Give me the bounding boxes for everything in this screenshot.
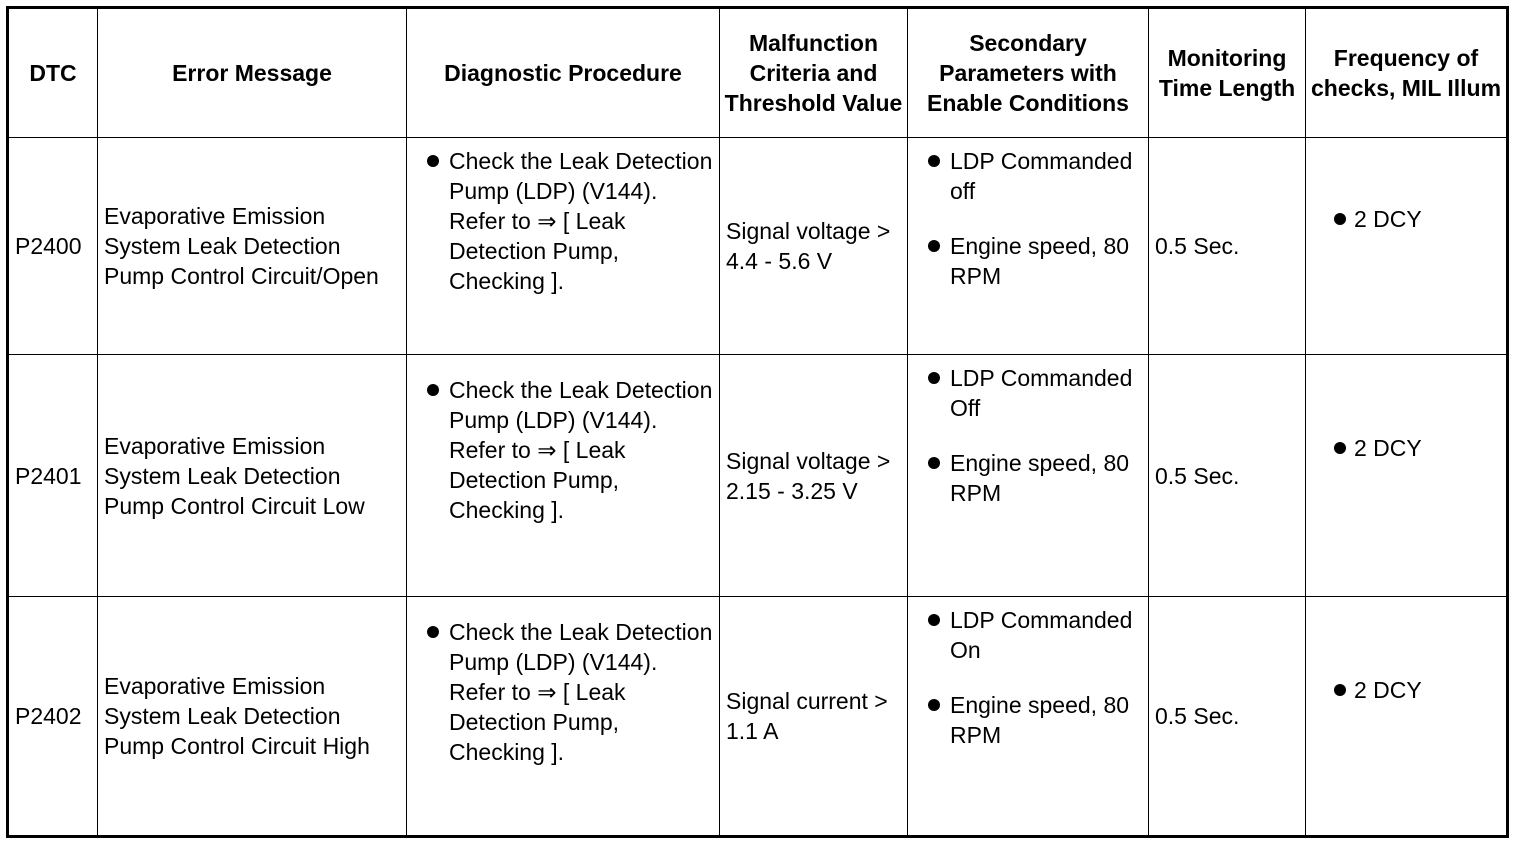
malfunction-criteria: Signal voltage > 2.15 - 3.25 V (720, 355, 908, 597)
error-message: Evaporative Emission System Leak Detection Pump Control Circuit/Open (98, 138, 407, 355)
parameter-bullet: Engine speed, 80 RPM (914, 448, 1142, 508)
header-monitoring-time: Monitoring Time Length (1149, 8, 1306, 138)
parameter-bullet: LDP Commanded off (914, 146, 1142, 206)
header-error-message: Error Message (98, 8, 407, 138)
parameter-bullet: LDP Commanded On (914, 605, 1142, 665)
dtc-code: P2401 (8, 355, 98, 597)
frequency-bullet: 2 DCY (1312, 675, 1500, 705)
monitoring-time: 0.5 Sec. (1149, 138, 1306, 355)
parameter-bullet: Engine speed, 80 RPM (914, 231, 1142, 291)
table-row (8, 597, 1508, 837)
monitoring-time: 0.5 Sec. (1149, 597, 1306, 837)
error-message: Evaporative Emission System Leak Detection Pump Control Circuit High (98, 597, 407, 837)
secondary-parameters (908, 138, 1149, 355)
frequency-bullet: 2 DCY (1312, 204, 1500, 234)
diagnostic-procedure (407, 597, 720, 837)
secondary-parameters (908, 597, 1149, 837)
procedure-bullet: Check the Leak Detection Pump (LDP) (V144). Refer to ⇒ [ Leak Detection Pump, Checking ]. (413, 375, 713, 525)
dtc-code: P2402 (8, 597, 98, 837)
header-frequency: Frequency of checks, MIL Illum (1306, 8, 1508, 138)
monitoring-time: 0.5 Sec. (1149, 355, 1306, 597)
dtc-table-frame (6, 6, 1506, 838)
malfunction-criteria: Signal voltage > 4.4 - 5.6 V (720, 138, 908, 355)
frequency (1306, 355, 1508, 597)
header-diagnostic-procedure: Diagnostic Procedure (407, 8, 720, 138)
parameter-bullet: Engine speed, 80 RPM (914, 690, 1142, 750)
secondary-parameters (908, 355, 1149, 597)
header-dtc: DTC (8, 8, 98, 138)
dtc-table (6, 6, 1509, 838)
header-secondary-parameters: Secondary Parameters with Enable Conditions (908, 8, 1149, 138)
frequency (1306, 597, 1508, 837)
frequency-bullet: 2 DCY (1312, 433, 1500, 463)
parameter-bullet: LDP Commanded Off (914, 363, 1142, 423)
diagnostic-procedure (407, 138, 720, 355)
procedure-bullet: Check the Leak Detection Pump (LDP) (V144). Refer to ⇒ [ Leak Detection Pump, Checking ]. (413, 146, 713, 296)
table-row (8, 355, 1508, 597)
procedure-bullet: Check the Leak Detection Pump (LDP) (V144). Refer to ⇒ [ Leak Detection Pump, Checking ]. (413, 617, 713, 767)
header-malfunction-criteria: Malfunction Criteria and Threshold Value (720, 8, 908, 138)
header-row (8, 8, 1508, 138)
frequency (1306, 138, 1508, 355)
table-row (8, 138, 1508, 355)
diagnostic-procedure (407, 355, 720, 597)
error-message: Evaporative Emission System Leak Detection Pump Control Circuit Low (98, 355, 407, 597)
malfunction-criteria: Signal current > 1.1 A (720, 597, 908, 837)
dtc-code: P2400 (8, 138, 98, 355)
